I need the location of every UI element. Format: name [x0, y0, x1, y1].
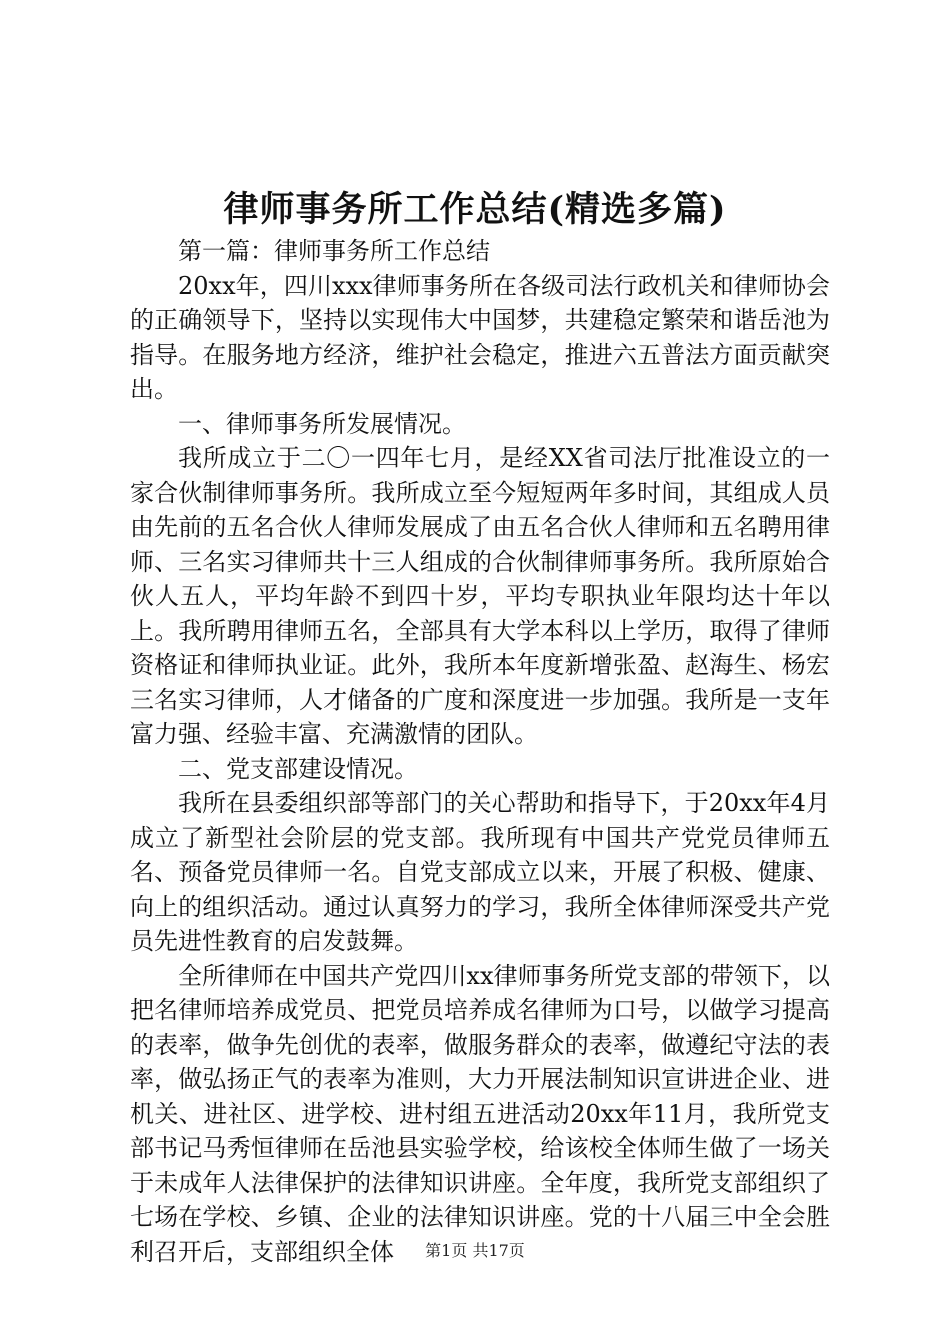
body-paragraph: 20xx年，四川xxx律师事务所在各级司法行政机关和律师协会的正确领导下，坚持以实现伟大中国梦，共建稳定繁荣和谐岳池为指导。在服务地方经济，维护社会稳定，推进六五普法方面贡献突出。	[130, 271, 830, 403]
body-paragraph: 我所成立于二〇一四年七月，是经XX省司法厅批准设立的一家合伙制律师事务所。我所成立至今短短两年多时间，其组成人员由先前的五名合伙人律师发展成了由五名合伙人律师和五名聘用律师、三名实习律师共十三人组成的合伙制律师事务所。我所原始合伙人五人，平均年龄不到四十岁，平均专职执业年限均达十年以上。我所聘用律师五名，全部具有大学本科以上学历，取得了律师资格证和律师执业证。此外，我所本年度新增张盈、赵海生、杨宏三名实习律师，人才储备的广度和深度进一步加强。我所是一支年富力强、经验丰富、充满激情的团队。	[130, 444, 830, 748]
document-body	[130, 234, 830, 1269]
section-heading: 一、律师事务所发展情况。	[178, 409, 466, 438]
document-title: 律师事务所工作总结(精选多篇)	[223, 189, 727, 230]
section-heading: 二、党支部建设情况。	[178, 754, 418, 783]
section-heading: 第一篇：律师事务所工作总结	[178, 237, 490, 265]
page-footer: 第1页 共17页	[425, 1241, 525, 1260]
body-paragraph: 全所律师在中国共产党四川xx律师事务所党支部的带领下，以把名律师培养成党员、把党员培养成名律师为口号，以做学习提高的表率，做争先创优的表率，做服务群众的表率，做遵纪守法的表率，做弘扬正气的表率为准则，大力开展法制知识宣讲进企业、进机关、进社区、进学校、进村组五进活动20xx年11月，我所党支部书记马秀恒律师在岳池县实验学校，给该校全体师生做了一场关于未成年人法律保护的法律知识讲座。全年度，我所党支部组织了七场在学校、乡镇、企业的法律知识讲座。党的十八届三中全会胜利召开后，支部组织全体	[130, 961, 830, 1266]
body-paragraph: 我所在县委组织部等部门的关心帮助和指导下，于20xx年4月成立了新型社会阶层的党支部。我所现有中国共产党党员律师五名、预备党员律师一名。自党支部成立以来，开展了积极、健康、向上的组织活动。通过认真努力的学习，我所全体律师深受共产党员先进性教育的启发鼓舞。	[130, 789, 830, 955]
